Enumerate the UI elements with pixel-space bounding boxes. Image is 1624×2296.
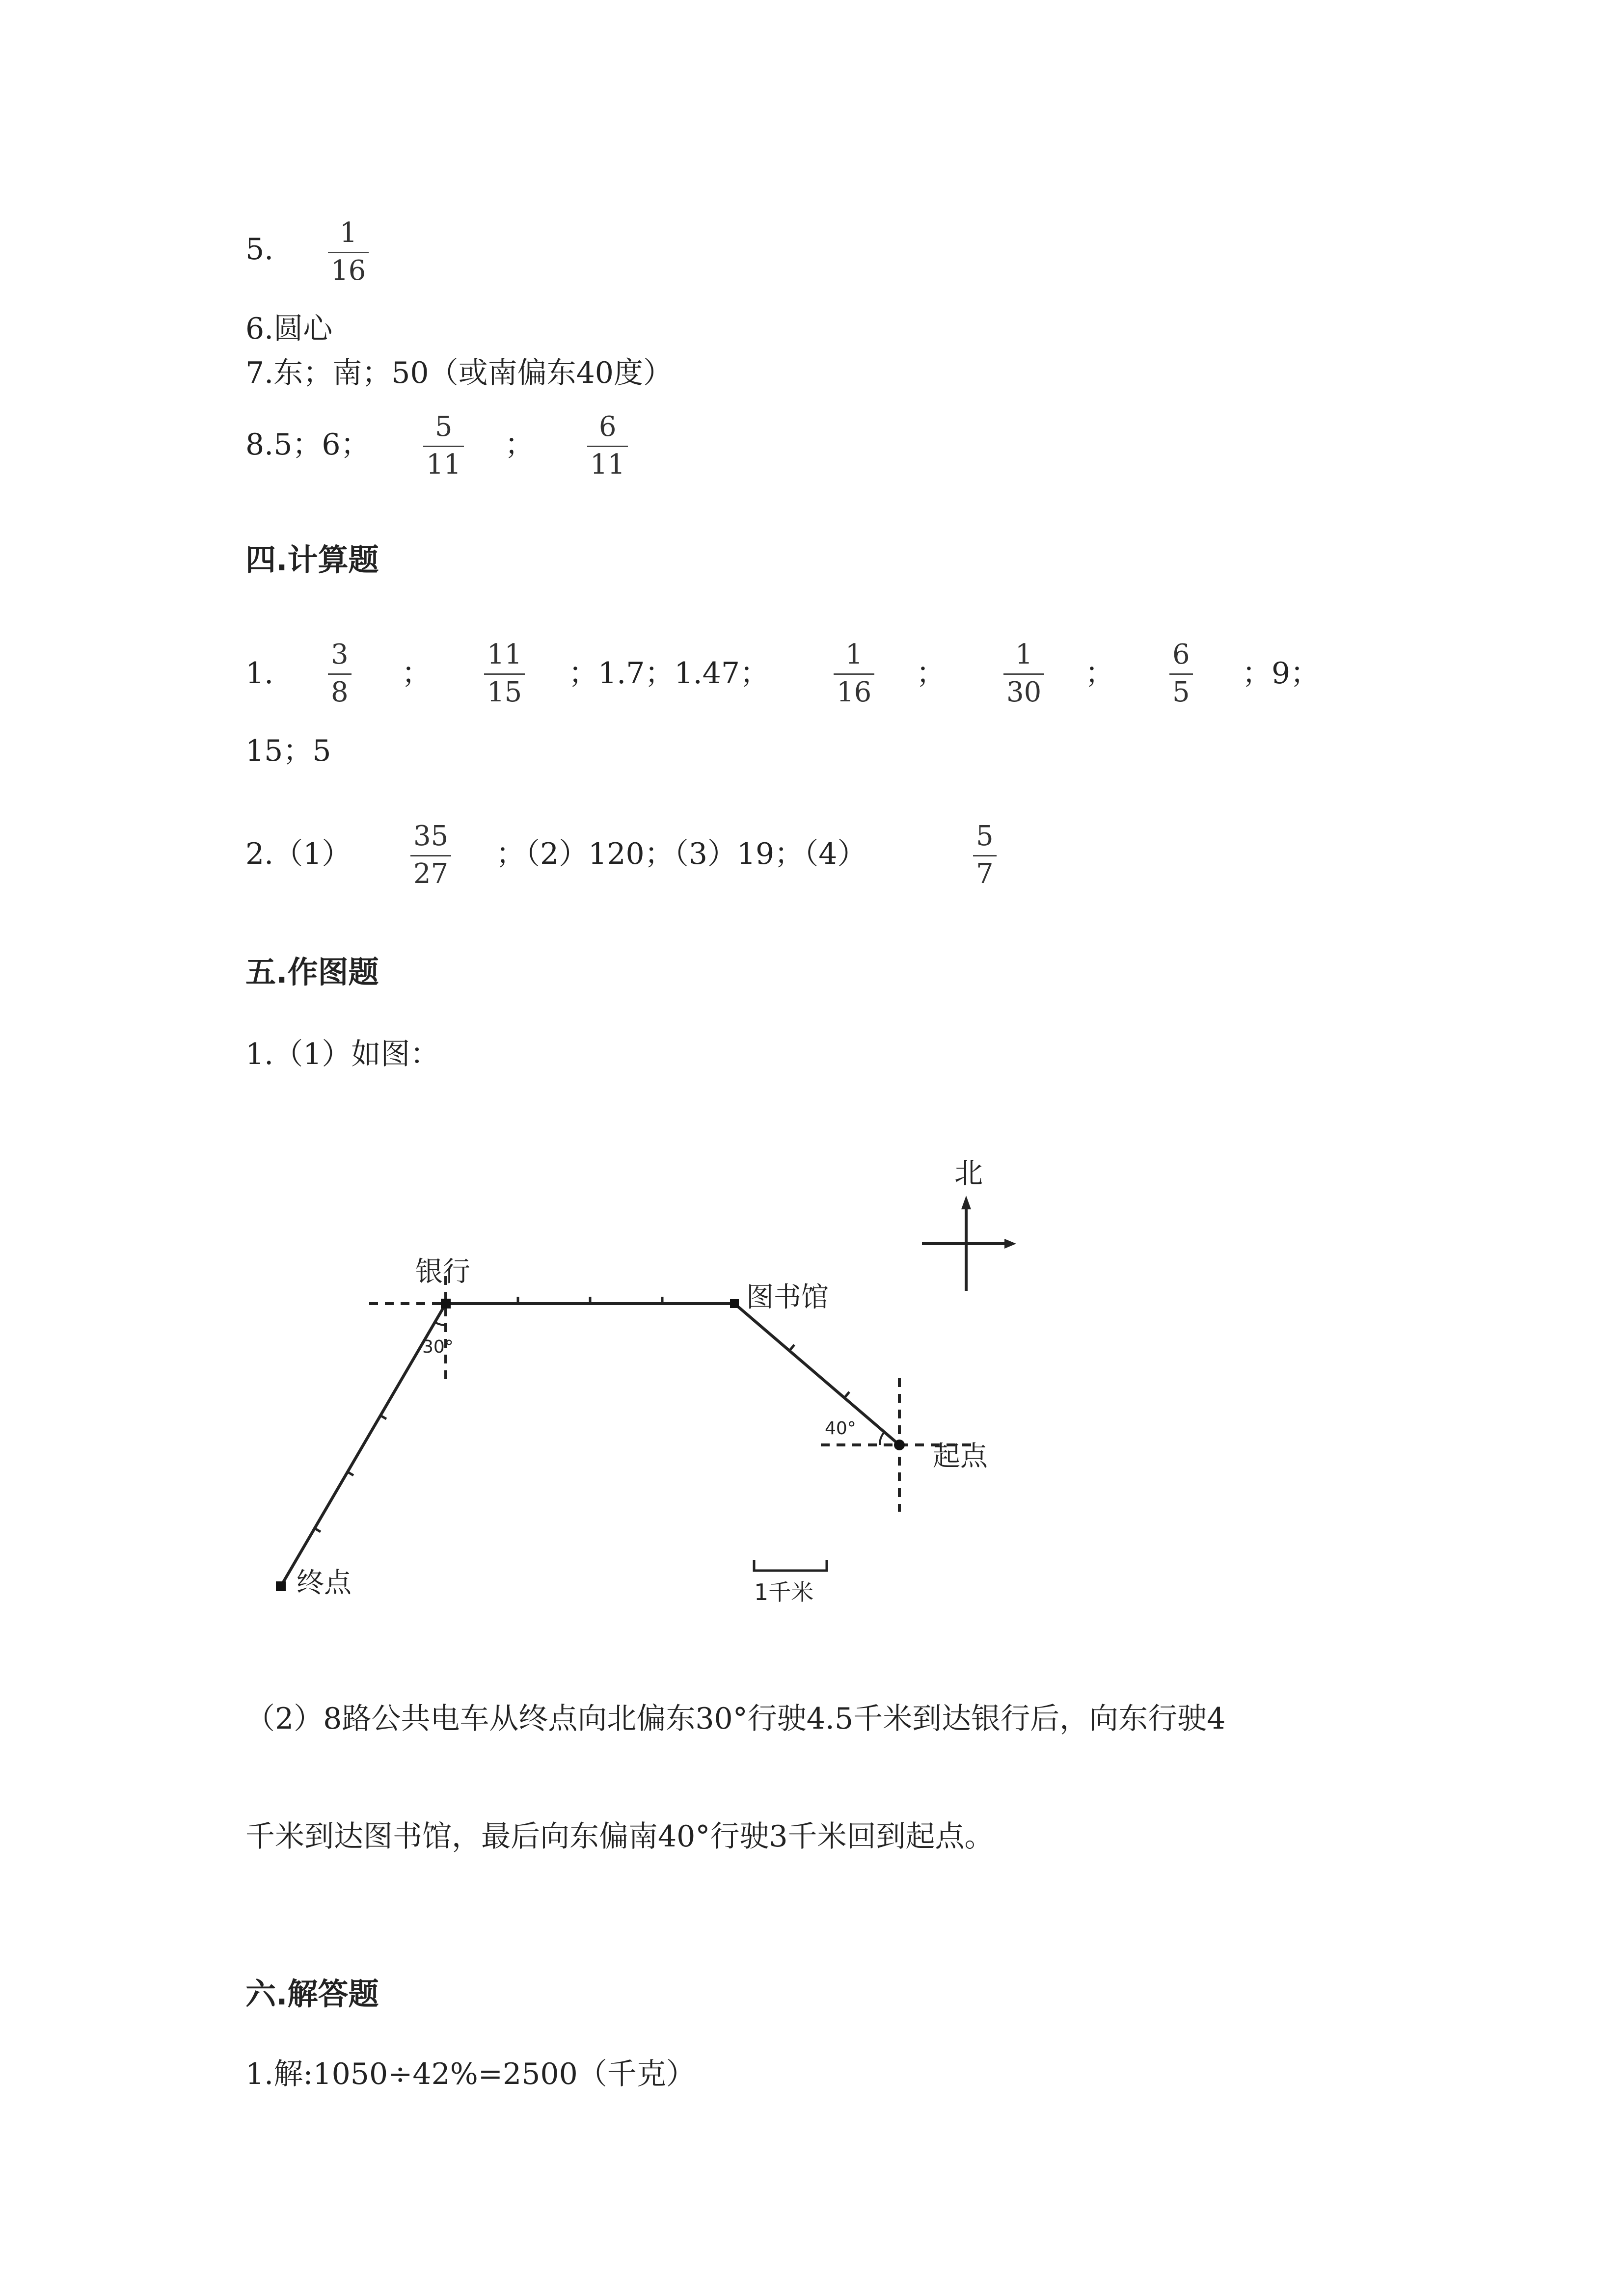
bank-angle-label: 30° xyxy=(422,1337,454,1357)
s4-q1-sep-4: ； xyxy=(1085,656,1114,691)
fraction-denominator: 8 xyxy=(331,676,349,708)
s4-q1-line2: 15；5 xyxy=(245,734,331,768)
fraction-denominator: 15 xyxy=(487,676,522,708)
fraction-numerator: 5 xyxy=(976,820,994,852)
fraction-numerator: 1 xyxy=(845,639,863,670)
s4-q2-mid: ；（2）120；（3）19；（4） xyxy=(496,837,867,871)
scale-tick xyxy=(315,1528,321,1532)
library-point xyxy=(730,1299,739,1308)
bank-point xyxy=(441,1299,451,1308)
start-angle-arc xyxy=(880,1432,884,1445)
q8-separator: ； xyxy=(505,427,534,462)
fraction-numerator: 6 xyxy=(598,411,617,443)
bank-label: 银行 xyxy=(415,1256,470,1288)
compass-north-arrow xyxy=(961,1196,971,1209)
start-label: 起点 xyxy=(933,1441,988,1472)
s5-q1-part2-line2: 千米到达图书馆，最后向东偏南40°行驶3千米回到起点。 xyxy=(245,1819,994,1854)
route-library-to-start xyxy=(734,1304,899,1445)
s6-q1-answer: 1.解:1050÷42%=2500（千克） xyxy=(245,2057,696,2091)
section5-title: 五.作图题 xyxy=(245,954,379,990)
north-label: 北 xyxy=(954,1156,983,1190)
fraction-denominator: 27 xyxy=(413,858,449,890)
end-label: 终点 xyxy=(297,1567,352,1599)
scale-tick xyxy=(348,1472,353,1475)
scale-tick xyxy=(380,1415,386,1419)
fraction-denominator: 30 xyxy=(1006,676,1042,708)
route-bank-to-end xyxy=(281,1304,446,1586)
compass-east-arrow xyxy=(1004,1239,1016,1249)
s4-q1-sep-3: ； xyxy=(916,656,946,691)
q6-answer: 6.圆心 xyxy=(245,312,333,346)
section4-title: 四.计算题 xyxy=(245,542,379,578)
fraction-numerator: 1 xyxy=(339,217,357,249)
scale-label: 1千米 xyxy=(754,1579,814,1605)
fraction-numerator: 5 xyxy=(434,411,453,443)
s5-q1-part2-line1: （2）8路公共电车从终点向北偏东30°行驶4.5千米到达银行后，向东行驶4 xyxy=(245,1702,1226,1736)
s4-q1-sep-1: ； xyxy=(402,656,431,691)
q8-prefix: 8.5；6； xyxy=(245,427,370,462)
fraction-denominator: 11 xyxy=(590,449,625,481)
library-label: 图书馆 xyxy=(746,1281,829,1313)
fraction-numerator: 1 xyxy=(1015,639,1033,670)
s4-q1-mid: ；1.7；1.47； xyxy=(568,656,770,691)
scale-tick xyxy=(789,1345,794,1351)
fraction-denominator: 16 xyxy=(331,255,366,287)
fraction-denominator: 16 xyxy=(837,676,872,708)
fraction-numerator: 35 xyxy=(413,820,449,852)
fraction-denominator: 7 xyxy=(976,858,994,890)
q5-number: 5. xyxy=(245,232,274,267)
q7-answer: 7.东；南；50（或南偏东40度） xyxy=(245,356,673,390)
fraction-numerator: 6 xyxy=(1172,639,1190,670)
fraction-denominator: 11 xyxy=(426,449,461,481)
end-point xyxy=(276,1581,286,1591)
s5-q1-intro: 1.（1）如图： xyxy=(245,1037,440,1071)
fraction-numerator: 3 xyxy=(331,639,349,670)
fraction-denominator: 5 xyxy=(1172,676,1190,708)
s4-q1-number: 1. xyxy=(245,656,274,691)
s4-q1-tail: ；9； xyxy=(1242,656,1320,691)
scale-bar xyxy=(754,1560,827,1571)
s4-q2-prefix: 2.（1） xyxy=(245,837,352,871)
bank-angle-arc xyxy=(435,1322,446,1325)
start-angle-label: 40° xyxy=(825,1418,856,1439)
scale-tick xyxy=(844,1392,849,1398)
start-point xyxy=(894,1440,905,1450)
fraction-numerator: 11 xyxy=(487,639,522,670)
section6-title: 六.解答题 xyxy=(245,1976,379,2012)
